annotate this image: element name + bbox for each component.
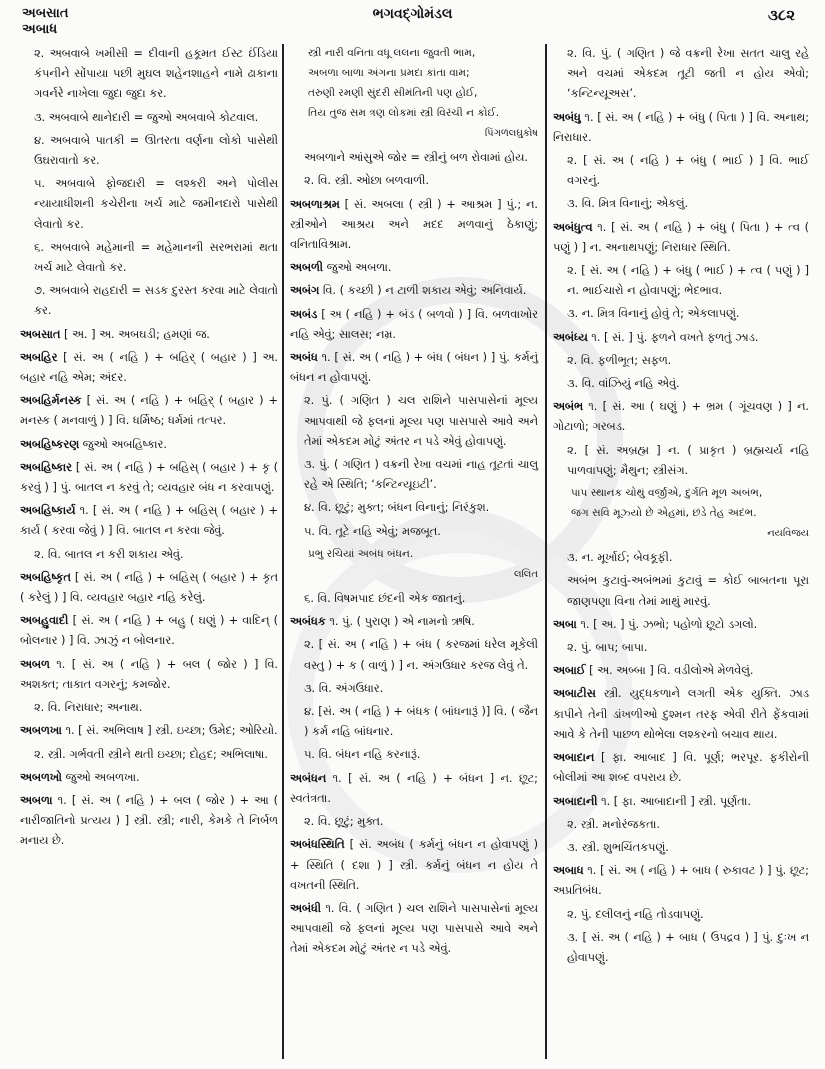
sense-definition: ૩. વિ. અંગઉધાર. [304,681,384,695]
definition-text: ૧. [ સં. અ ( નહિ ) + બંધુ ( પિતા ) + ત્વ ( પણું ) ] ન. અનાથપણું; નિરાધાર સ્થિતિ. [553,220,809,254]
definition-text: જુઓ અબળખા. [61,770,140,784]
quote-source: પિંગળલઘુકોષ [484,128,538,139]
dictionary-entry [553,397,809,437]
dictionary-entry [20,768,278,788]
definition-text: ૧. વિ. ( ગણિત ) ચલ રાશિને પાસપાસેનાં મૂલ્ય આપવાથી જે ફલનાં મૂલ્ય પણ પાસપાસે આવે અને તેમાં એકદમ મોટું અંતર ન પડે એવું. [290,901,538,956]
headword: અબહિર્મનસ્ક [20,394,82,408]
headword: અબંધુત્વ [553,220,593,234]
headword: અબહિષ્કાર્ય [20,504,76,518]
definition-text: ૧. [ સં. ] પું. ફળને વખતે ફળતું ઝાડ. [587,330,759,344]
guide-word-first: અબસાત [22,6,69,21]
dictionary-entry [20,391,278,431]
sense-definition: ૩. વિ. વાંઝિયું નહિ એવું. [567,377,680,391]
verse-quote [553,484,809,544]
headword: અબંધન [290,771,327,785]
sense-definition: ૫. વિ. બંધન નહિ કરનારૂં. [304,748,421,762]
headword: અબંધી [290,901,321,915]
sense-definition: ૨. અબવાબે ખમીસી = દીવાની હકૂમત ઈસ્ટ ઈંડિયા કંપનીને સોંપાયા પછી મુઘલ શહેનશાહને નામે ઢાકાના ગવર્નરે નાખેલા જુદા જુદા કર. [34,47,278,101]
sense-definition: ૨. વિ. ફળીભૂત; સફળ. [567,353,672,367]
definition-text: [ અ ( નહિ ) + બંડ ( બળવો ) ] વિ. બળવાખોર નહિ એવું; સાલસ; નમ્ર. [290,307,538,341]
definition-text: [ સં. અ ( નહિ ) + બહિર્ ( બહાર ) + મનસ્ક ( મનવાળું ) ] વિ. ધર્મિષ્ઠ; ધર્મમાં તત્પર. [20,394,278,428]
sense-definition: ૨. પું. દલીલનું નહિ તોડવાપણું. [567,907,704,921]
definition-text: ૧. [ સં. અભિલાષ ] સ્ત્રી. ઇચ્છા; ઉમેદ; ઓરિયો. [61,724,278,738]
sense-definition: ૨. વિ. પું. ( ગણિત ) જે વક્રની રેખા સતત ચાલુ રહે અને વચમાં એકદમ તૂટી જતી ન હોય એવો; ‘કન્ટિન્યૂઅસ’. [567,47,809,101]
dictionary-entry [553,748,809,788]
headword: અબાદાની [553,794,598,808]
verse-line: જગ સવિ મૂઝ્યો છે એહમાં, છંડે તેહ અદંભ. [571,507,757,520]
headword: અબાટીસ [553,687,596,701]
definition-text: ૧. [ સં. આ ( ઘણું ) + ભ્રમ ( ગૂંચવણ ) ] ન. ગોટાળો; ગરબડ. [553,400,809,434]
definition-text: [ સં. અ ( નહિ ) + બહિસ્ ( બહાર ) + કૃત ( કરેલું ) ] વિ. વ્યવહાર બહાર નહિ કરેલું. [20,570,278,605]
headword: અબંધુ [553,110,581,124]
sense-definition: ૩. પું. ( ગણિત ) વક્રની રેખા વચમાં નાહ તૂટતાં ચાલુ રહે એ સ્થિતિ; ‘કન્ટિન્યૂઇટી’. [304,458,538,492]
dictionary-entry [553,218,809,258]
column-2 [290,44,538,963]
dictionary-entry [20,611,278,651]
headword: અબહિષ્કાર [20,460,73,474]
verse-line: તિય તુજ સમ ત્રણ લોકમાં સ્ત્રી વિરંચી ન કોઈ. [308,107,500,119]
column-1 [20,44,278,855]
definition-text: ૧. [ સં. અ ( નહિ ) + બલ ( જોર ) ] વિ. અશક્ત; તાકાત વગરનું; કમજોર. [20,657,278,691]
headword: અબાઈ [553,664,586,678]
verse-line: તરુણી રમણી સુંદરી સીમંતિની પણ હોઈ, [308,87,478,99]
dictionary-entry [553,792,809,812]
headword: અબંડ [290,307,318,321]
definition-text: [ સં. અબંધ ( કર્મનું બંધન ન હોવાપણું ) + સ્થિતિ ( દશા ) ] સ્ત્રી. કર્મનું બંધન ન હોય તે વખતની સ્થિતિ. [290,838,538,892]
headword: અબાદાન [553,751,595,765]
dictionary-entry [553,615,809,635]
sense-definition: ૩. [ સં. અ ( નહિ ) + બાધ ( ઉપદ્રવ ) ] પું. દુઃખ ન હોવાપણું. [567,930,809,964]
headword: અબળી [290,261,324,275]
sense-definition: ૫. અબવાબે ફોજદારી = લશ્કરી અને પોલીસ ન્યાયાધીશની કચેરીના ખર્ચ માટે જમીનદારો પાસેથી લેવાતો કર. [34,177,278,231]
dictionary-entry [290,835,538,896]
headword: અબહિષ્કૃત [20,570,71,584]
sense-definition: ૨. સ્ત્રી. ગર્ભવતી સ્ત્રીને થતી ઇચ્છા; દોહદ; અભિલાષા. [34,747,268,761]
definition-text: વિ. ( કચ્છી ) ન ટાળી શકાય એવું; અનિવાર્ય. [319,284,527,298]
column-3 [553,44,809,971]
sense-definition: ૨. સ્ત્રી. મનોરંજકતા. [567,817,660,831]
sense-definition: ૨. વિ. બાતલ ન કરી શકાય એવું. [34,547,184,561]
dictionary-entry [290,899,538,960]
sense-definition: ૨. વિ. છૂટું; મુક્ત. [304,815,384,829]
verse-line: અબળા બાળા અંગના પ્રમદા કાંતા વામ; [308,67,470,79]
dictionary-entry [290,348,538,388]
sense-definition: ૨. પું. ( ગણિત ) ચલ રાશિને પાસપાસેનાં મૂલ્ય આપવાથી જે ફલનાં મૂલ્ય પણ પાસપાસે આવે અને તેમાં એકદમ મોટું અંતર ન પડે એવું હોવાપણું. [304,394,538,448]
definition-text: [ અ. ] અ. અબઘડી; હમણાં જ. [60,327,210,341]
sense-definition: ૨. પું. બાપ; બાપા. [567,641,648,655]
sense-definition: ૬. વિ. વિષમપાદ છંદની એક જાતનું. [304,592,466,606]
dictionary-entry [20,655,278,695]
definition-text: જુઓ અબહિષ્કાર. [79,437,167,451]
definition-text: ૧. [ સં. અ ( નહિ ) + બલ ( જોર ) + આ ( નારીજાતિનો પ્રત્યય ) ] સ્ત્રી. સ્ત્રી; નારી, કેમકે તે નિર્બળ મનાય છે. [20,793,278,848]
sense-definition: ૩. ન. મૂર્ખાઈ; બેવકૂફી. [567,551,673,565]
dictionary-entry [290,258,538,278]
column-divider-1 [282,44,284,1059]
headword: અબળખો [20,770,62,784]
quote-source: નયવિજય [767,528,809,540]
dictionary-entry [20,435,278,455]
sense-definition: ૨. [ સં. અ ( નહિ ) + બંધુ ( ભાઈ ) + ત્વ ( પણું ) ] ન. ભાઈચારો ન હોવાપણું; ભેદભાવ. [567,264,809,298]
dictionary-entry [290,281,538,301]
definition-text: ૧. [ સં. અ ( નહિ ) + બહિસ્ ( બહાર ) + કાર્ય ( કરવા જેવું ) ] વિ. બાતલ ન કરવા જેવું. [20,504,278,538]
dictionary-entry [553,108,809,148]
verse-quote [290,545,538,585]
headword: અબંધ [290,351,318,365]
definition-text: [ અ. અબ્બા ] વિ. વડીલોએ મેળવેલું. [585,664,754,678]
sense-definition: ૪. અબવાબે પાતકી = ઊતરતા વર્ણના લોકો પાસેથી ઉઘરાવાતો કર. [34,133,278,168]
headword: અબહિર [20,350,58,364]
headword: અબહુવાદી [20,614,69,628]
guide-word-last: અબાધ [22,22,58,37]
sense-definition: ૨. [ સં. અ ( નહિ ) + બંધ ( કરજમાં ધરેલ મૂકેલી વસ્તુ ) + ક ( વાળું ) ] ન. અંગઉધાર કરજ લેવું તે. [304,638,538,672]
sense-definition: ૩. અબવાબે થાનેદારી = જુઓ અબવાબે કોટવાલ. [34,110,259,124]
sense-definition: ૭. અબવાબે રાહદારી = સડક દુરસ્ત કરવા માટે લેવાતો કર. [34,284,278,318]
dictionary-entry [20,791,278,852]
definition-text: ૧. [ સં. અ ( નહિ ) + બંધન ] ન. છૂટ; સ્વતંત્રતા. [290,771,538,805]
sense-definition: ૬. અબવાબે મહેમાની = મહેમાનની સરભરામાં થતા ખર્ચ માટે લેવાતો કર. [34,240,278,275]
verse-line: સ્ત્રી નારી વનિતા વધૂ લલના જુવતી ભામ, [308,47,476,59]
definition-text: [ સં. અ ( નહિ ) + બહિર્ ( બહાર ) ] અ. બહાર નહિ એમ; અંદર. [20,350,278,385]
dictionary-entry [553,328,809,348]
dictionary-entry [553,661,809,681]
sense-definition: ૫. વિ. તૂટે નહિ એવું; મજબૂત. [304,524,441,538]
idiom-definition: અબંભ કુટાવું-અબંભમાં કુટાવું = કોઈ બાબતના પૂરા જાણપણા વિના તેમાં માથું મારવું. [567,574,809,608]
page-title: ભગવદ્ગોમંડલ [372,6,453,22]
headword: અબંભ [553,400,584,414]
dictionary-entry [290,305,538,345]
definition-text: ૧. [ સં. અ ( નહિ ) + બાધ ( રુકાવટ ) ] પું. છૂટ; અપ્રતિબંધ. [553,864,809,898]
sense-definition: ૩. વિ. મિત્ર વિનાનું; એકલું. [567,197,689,211]
definition-text: [ સં. અ ( નહિ ) + બહુ ( ઘણું ) + વાદિન્ ( બોલનાર ) ] વિ. ઝાઝું ન બોલનાર. [20,614,278,648]
definition-text: [ સં. અબલા ( સ્ત્રી ) + આશ્રમ ] પું.; ન. સ્ત્રીઓને આશ્રય અને મદદ મળવાનું ઠેકાણું; વનિતાવિશ્રામ. [290,197,538,252]
sense-definition: ૨. વિ. નિરાધાર; અનાથ. [34,701,143,715]
definition-text: જુઓ અબળા. [323,261,392,275]
definition-text: ૧. [ અ. ] પું. ઝભો; પહોળો છૂટો ડગલો. [576,617,758,631]
dictionary-entry [20,458,278,498]
dictionary-entry [20,721,278,741]
definition-text: ૧. [ સં. અ ( નહિ ) + બંધ ( બંધન ) ] પું. કર્મનું બંધન ન હોવાપણું. [290,351,538,385]
sense-definition: ૨. વિ. સ્ત્રી. ઓછા બળવાળી. [304,174,429,188]
sense-definition: ૪. [સં. અ ( નહિ ) + બંધક ( બાંધનારૂં )] વિ. ( જૈન ) કર્મ નહિ બાંધનાર. [304,705,538,739]
definition-text: [ સં. અ ( નહિ ) + બહિસ્ ( બહાર ) + કૃ ( કરવું ) ] પું. બાતલ ન કરવું તે; વ્યવહાર બંધ ન કરવાપણું. [20,460,278,495]
dictionary-entry [20,325,278,345]
dictionary-entry [553,684,809,745]
page-number: ૩૮૨ [767,6,795,24]
sense-definition: ૨. [ સં. અ ( નહિ ) + બંધુ ( ભાઈ ) ] વિ. ભાઈ વગરનું. [567,154,809,188]
verse-line: પાપ સ્થાનક ચોથું વર્જીએ, દુર્ગતિ મૂળ અબંભ, [571,487,763,500]
dictionary-entry [20,348,278,388]
page-header [0,0,825,42]
sense-definition: ૪. વિ. છૂટું; મુક્ત; બંધન વિનાનું; નિરંકુશ. [304,501,490,515]
headword: અબંધસ્થિતિ [290,838,345,852]
headword: અબહિષ્કરણ [20,437,80,451]
definition-text: ૧. [ ફા. આબાદાની ] સ્ત્રી. પૂર્ણતા. [597,794,751,808]
dictionary-entry [553,861,809,901]
headword: અબળ [20,657,50,671]
idiom-definition: અબળાને આંસુએ જોર = સ્ત્રીનું બળ રોવામાં હોય. [304,151,528,165]
headword: અબળા [20,793,53,807]
definition-text: [ ફા. આબાદ ] વિ. પૂર્ણ; ભરપૂર. ફકીરોની બોલીમાં આ શબ્દ વપરાય છે. [553,751,809,785]
headword: અબાધ [553,864,584,878]
headword: અબસાત [20,327,61,341]
sense-definition: ૩. સ્ત્રી. શુભચિંતકપણું. [567,840,669,854]
definition-text: ૧. પું. ( પુરાણ ) એ નામનો ઋષિ. [325,615,475,629]
dictionary-entry [290,195,538,256]
column-divider-2 [545,44,547,1059]
verse-line: પ્રભુ રચિયાં અબંધ બંધન. [308,547,414,560]
headword: અબંધ્ય [553,330,588,344]
sense-definition: ૨. [ સં. અબ્રહ્મ ] ન. ( પ્રાકૃત ) બ્રહ્મચર્ય નહિ પાળવાપણું; મૈથુન; સ્ત્રીસંગ. [567,443,809,477]
dictionary-entry [290,612,538,632]
headword: અબળાશ્રમ [290,197,340,211]
definition-text: ૧. [ સં. અ ( નહિ ) + બંધુ ( પિતા ) ] વિ. અનાથ; નિરાધાર. [553,110,809,144]
quote-source: લલિત [513,568,538,580]
headword: અબંગ [290,284,320,298]
dictionary-entry [20,501,278,541]
verse-quote [290,44,538,144]
sense-definition: ૩. ન. મિત્ર વિનાનું હોવું તે; એકલાપણું. [567,307,740,321]
headword: અબા [553,617,577,631]
headword: અબંધક [290,615,326,629]
dictionary-entry [290,769,538,809]
headword: અબળખા [20,724,62,738]
definition-text: સ્ત્રી. યુદ્ધકળાને લગતી એક યુક્તિ. ઝાડ કાપીને તેની ડાંખળીઓ દુશ્મન તરફ એવી રીતે ફેંકવામાં આવે કે તેની પાછળ થોભેલા લશ્કરનો બચાવ થાય. [553,687,809,741]
dictionary-entry [20,568,278,608]
